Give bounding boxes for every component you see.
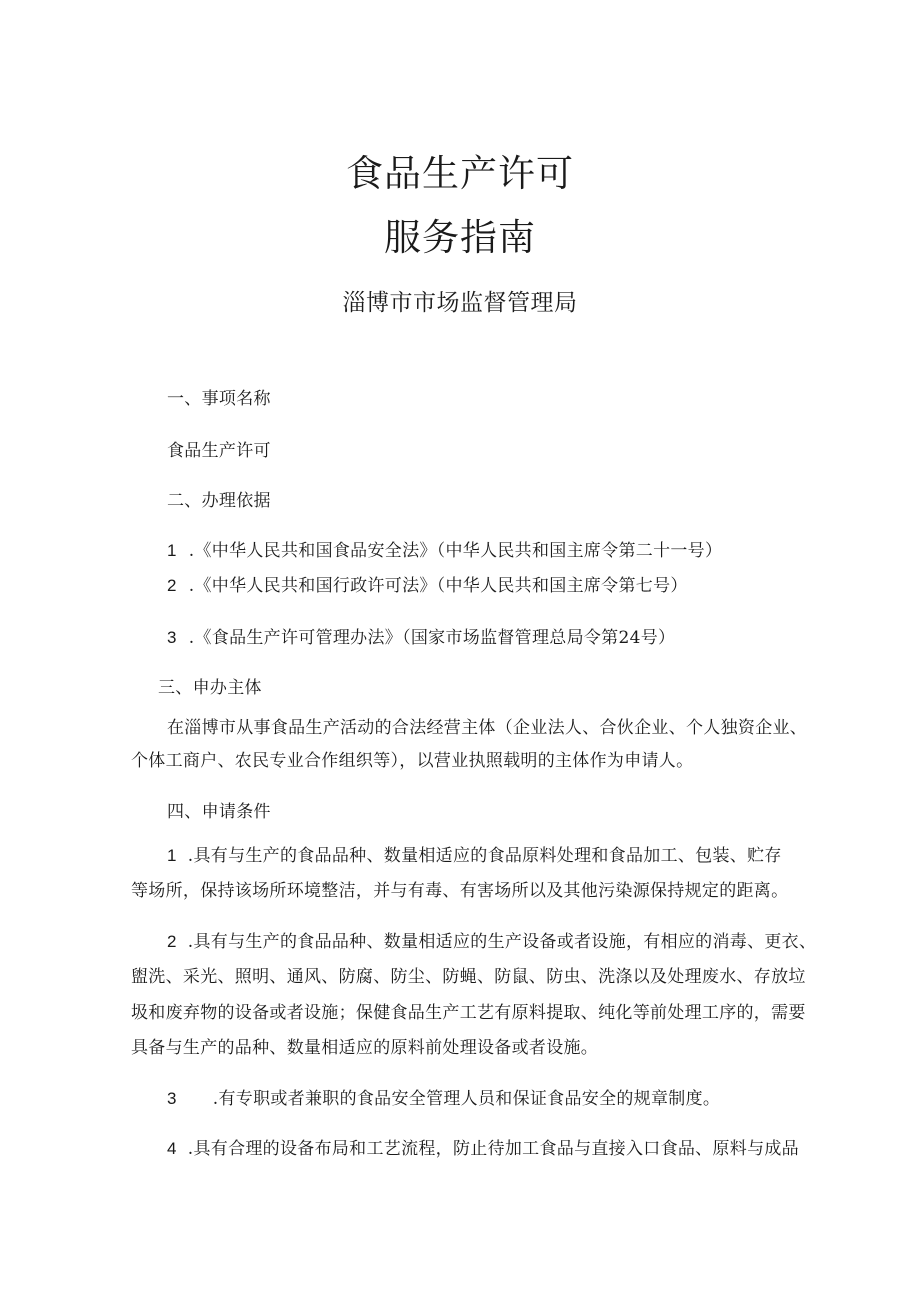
- condition-number: 2: [167, 932, 177, 951]
- condition-item: [167, 841, 782, 866]
- condition-text-line: 具备与生产的品种、数量相适应的原料前处理设备或者设施。: [131, 1038, 599, 1058]
- condition-text-line: .具有与生产的食品品种、数量相适应的食品原料处理和食品加工、包装、贮存: [187, 846, 782, 866]
- condition-item: [167, 1084, 720, 1109]
- document-title-line-1: 食品生产许可: [346, 152, 574, 195]
- basis-item-text: .《中华人民共和国行政许可法》（中华人民共和国主席令第七号）: [188, 576, 688, 596]
- basis-item-number: 1: [167, 541, 177, 560]
- condition-text-line: 等场所，保持该场所环境整洁，并与有毒、有害场所以及其他污染源保持规定的距离。: [131, 881, 789, 901]
- condition-text-line: .具有合理的设备布局和工艺流程，防止待加工食品与直接入口食品、原料与成品: [187, 1139, 799, 1159]
- item-name-heading: 一、事项名称: [167, 389, 271, 409]
- conditions-heading: 四、申请条件: [167, 802, 271, 822]
- condition-text-line: 圾和废弃物的设备或者设施；保健食品生产工艺有原料提取、纯化等前处理工序的，需要: [131, 1003, 806, 1023]
- condition-number: 3: [167, 1089, 177, 1108]
- basis-item: [167, 571, 688, 596]
- condition-number: 1: [167, 846, 177, 865]
- basis-item-text: .《中华人民共和国食品安全法》（中华人民共和国主席令第二十一号）: [188, 541, 723, 561]
- document-title-line-2: 服务指南: [384, 216, 536, 259]
- basis-heading: 二、办理依据: [167, 491, 271, 511]
- condition-item: [167, 1134, 799, 1159]
- condition-number: 4: [167, 1139, 177, 1158]
- subject-paragraph-line: 在淄博市从事食品生产活动的合法经营主体（企业法人、合伙企业、个人独资企业、: [167, 718, 808, 738]
- condition-text-line: .具有与生产的食品品种、数量相适应的生产设备或者设施，有相应的消毒、更衣、: [187, 932, 817, 952]
- condition-text-line: 盥洗、采光、照明、通风、防腐、防尘、防蝇、防鼠、防虫、洗涤以及处理废水、存放垃: [131, 967, 806, 987]
- subject-paragraph-line: 个体工商户、农民专业合作组织等），以营业执照载明的主体作为申请人。: [131, 751, 694, 771]
- basis-item-number: 3: [167, 628, 177, 647]
- basis-item-text: .《食品生产许可管理办法》（国家市场监督管理总局令第24号）: [188, 628, 676, 648]
- issuing-authority: 淄博市市场监督管理局: [342, 290, 578, 316]
- condition-item: [167, 927, 816, 952]
- condition-text-line: .有专职或者兼职的食品安全管理人员和保证食品安全的规章制度。: [212, 1089, 721, 1109]
- item-name-value: 食品生产许可: [167, 441, 271, 461]
- basis-item: [167, 536, 722, 561]
- basis-item: [167, 623, 675, 648]
- basis-item-number: 2: [167, 576, 177, 595]
- subject-heading: 三、申办主体: [158, 678, 262, 698]
